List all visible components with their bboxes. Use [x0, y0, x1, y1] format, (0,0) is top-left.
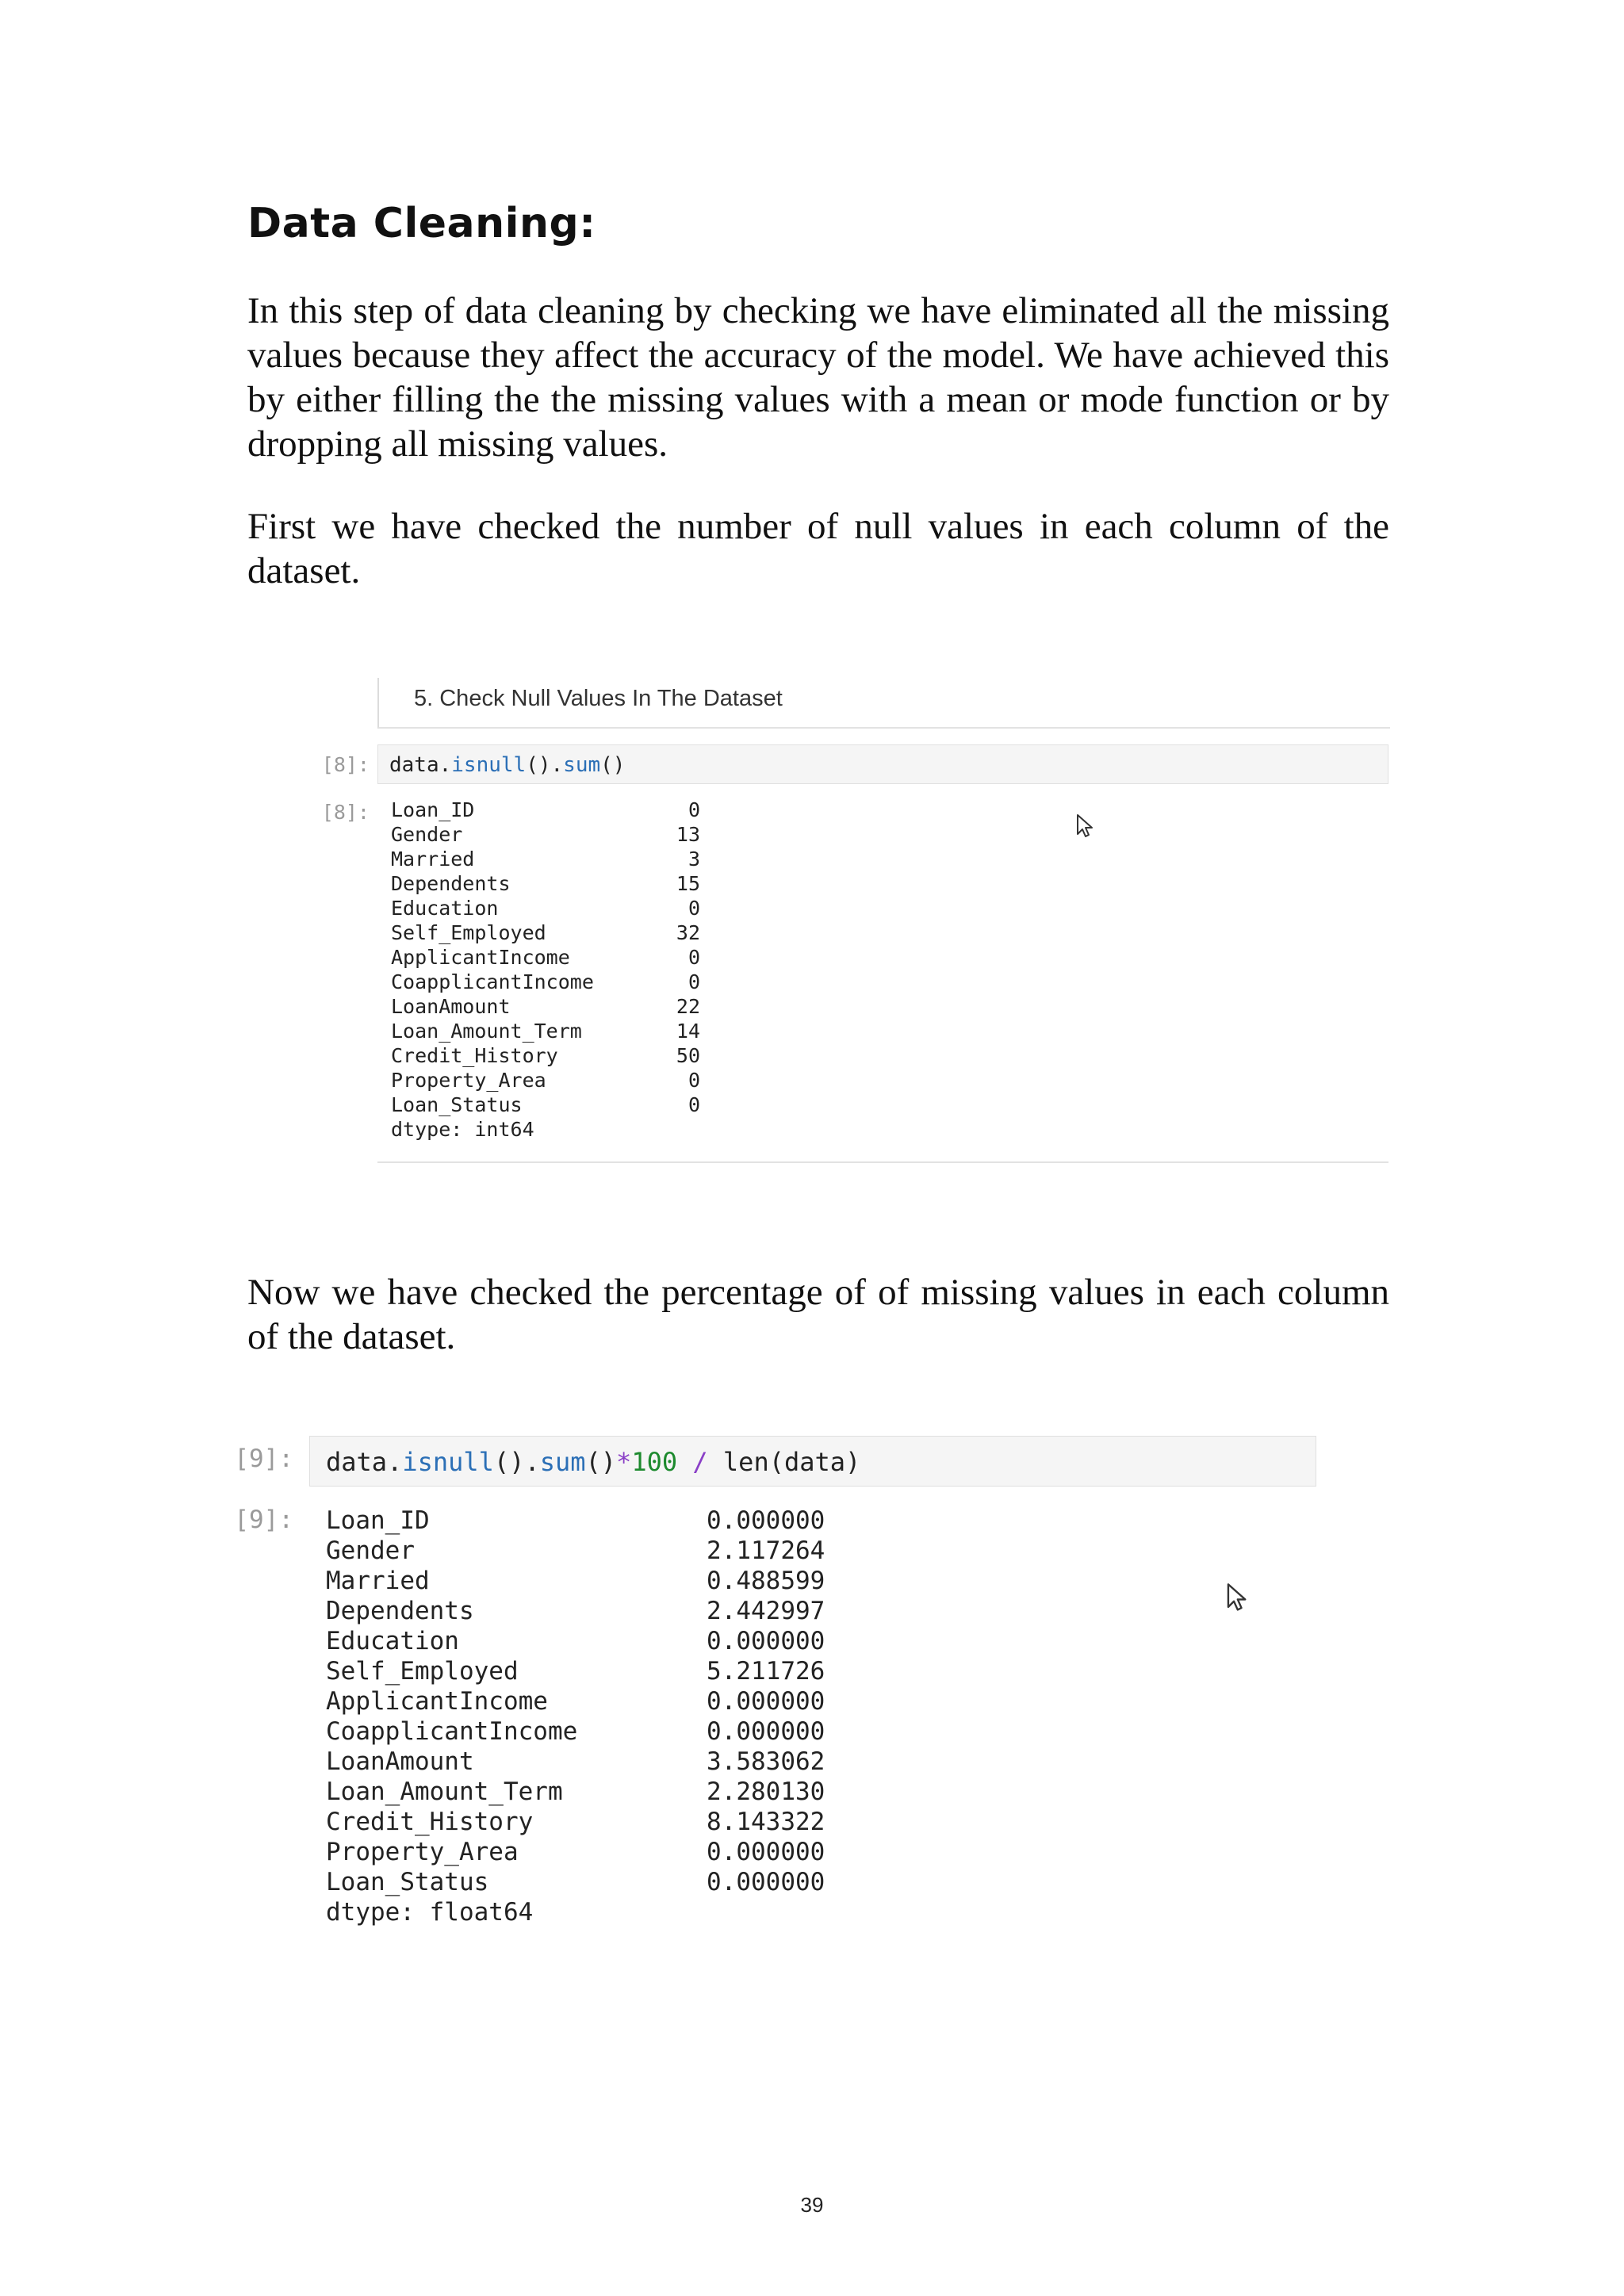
column-name: Loan_Amount_Term: [326, 1777, 563, 1806]
column-name: Dependents: [326, 1597, 474, 1625]
column-name: CoapplicantIncome: [326, 1717, 578, 1746]
column-value: 8.143322: [707, 1808, 825, 1836]
column-value: 0.488599: [707, 1567, 825, 1595]
output-row: [391, 822, 700, 847]
column-value: 3.583062: [707, 1747, 825, 1776]
cell-divider: [377, 1161, 1388, 1163]
output-row: [326, 1506, 857, 1536]
code-cell-8-text: data.isnull().sum(): [389, 753, 626, 777]
section-heading: Data Cleaning:: [247, 200, 596, 247]
column-value: 0.000000: [707, 1868, 825, 1896]
output-row: [391, 871, 700, 896]
intro-paragraph: In this step of data cleaning by checking we have eliminated all the missing values because they affect the accuracy of the model. We have achieved this by either filling the the missing values with a mean or mode function or by dropping all missing values.: [247, 290, 1389, 465]
output-row: [391, 798, 700, 822]
input-prompt-8: [8]:: [321, 753, 370, 776]
column-value: 2.280130: [707, 1777, 825, 1806]
output-row: [326, 1566, 857, 1596]
output-row: [391, 970, 700, 994]
column-value: 0: [688, 897, 700, 920]
dtype-line: dtype: int64: [391, 1118, 534, 1141]
column-value: 14: [676, 1020, 700, 1043]
output-row: [326, 1536, 857, 1566]
output-row: [326, 1656, 857, 1686]
column-name: Loan_Amount_Term: [391, 1020, 582, 1043]
column-name: CoapplicantIncome: [391, 970, 594, 993]
output-row: [391, 1068, 700, 1093]
markdown-cell-text: 5. Check Null Values In The Dataset: [414, 686, 783, 711]
column-value: 0: [688, 798, 700, 821]
column-value: 2.442997: [707, 1597, 825, 1625]
column-value: 0.000000: [707, 1717, 825, 1746]
output-row: [391, 1043, 700, 1068]
code-cell-9[interactable]: [309, 1436, 1316, 1487]
column-value: 0: [688, 970, 700, 993]
column-value: 0.000000: [707, 1687, 825, 1716]
column-name: Self_Employed: [391, 921, 546, 944]
column-name: ApplicantIncome: [326, 1687, 548, 1716]
column-value: 0: [688, 946, 700, 969]
output-row: [326, 1596, 857, 1626]
output-row: [391, 945, 700, 970]
column-name: LoanAmount: [391, 995, 511, 1018]
column-value: 3: [688, 848, 700, 871]
code-cell-9-text: data.isnull().sum()*100 / len(data): [326, 1447, 861, 1477]
output-row: [391, 1019, 700, 1043]
column-name: Loan_ID: [391, 798, 475, 821]
dtype-line: dtype: float64: [326, 1898, 534, 1927]
column-name: Self_Employed: [326, 1657, 519, 1686]
column-value: 32: [676, 921, 700, 944]
column-value: 0: [688, 1069, 700, 1092]
column-value: 0.000000: [707, 1506, 825, 1535]
null-check-paragraph: First we have checked the number of null values in each column of the dataset.: [247, 506, 1389, 591]
column-name: Loan_Status: [326, 1868, 489, 1896]
input-prompt-9: [9]:: [234, 1445, 293, 1473]
output-row: [326, 1686, 857, 1716]
column-name: Gender: [391, 823, 463, 846]
code-cell-8[interactable]: [377, 744, 1388, 784]
output-row: [326, 1777, 857, 1807]
column-value: 0.000000: [707, 1838, 825, 1866]
column-value: 13: [676, 823, 700, 846]
column-name: Property_Area: [326, 1838, 519, 1866]
column-name: Credit_History: [326, 1808, 534, 1836]
column-name: ApplicantIncome: [391, 946, 570, 969]
percentage-paragraph: Now we have checked the percentage of of missing values in each column of the dataset.: [247, 1272, 1389, 1357]
column-name: Property_Area: [391, 1069, 546, 1092]
output-row: [391, 994, 700, 1019]
column-name: Credit_History: [391, 1044, 558, 1067]
markdown-cell: [377, 678, 1390, 729]
column-name: Married: [391, 848, 475, 871]
output-row: [391, 920, 700, 945]
page-number: 39: [800, 2193, 824, 2217]
column-value: 2.117264: [707, 1536, 825, 1565]
output-row: [326, 1867, 857, 1897]
column-name: Loan_ID: [326, 1506, 430, 1535]
column-name: Gender: [326, 1536, 415, 1565]
mouse-cursor-icon: [1226, 1582, 1251, 1613]
output-prompt-9: [9]:: [234, 1506, 293, 1534]
output-row: [326, 1807, 857, 1837]
column-value: 0.000000: [707, 1627, 825, 1655]
output-row: [391, 847, 700, 871]
output-row: [326, 1747, 857, 1777]
column-name: Education: [326, 1627, 459, 1655]
column-value: 22: [676, 995, 700, 1018]
null-count-output: [391, 798, 700, 1142]
null-percentage-output: [326, 1506, 857, 1927]
column-value: 15: [676, 872, 700, 895]
output-row: [391, 1093, 700, 1117]
column-name: Dependents: [391, 872, 511, 895]
column-name: Education: [391, 897, 499, 920]
column-value: 5.211726: [707, 1657, 825, 1686]
column-name: Loan_Status: [391, 1093, 523, 1116]
column-name: LoanAmount: [326, 1747, 474, 1776]
output-row: [326, 1716, 857, 1747]
output-row: [326, 1626, 857, 1656]
output-prompt-8: [8]:: [321, 801, 370, 824]
output-row: [326, 1837, 857, 1867]
output-row: [391, 896, 700, 920]
column-name: Married: [326, 1567, 430, 1595]
column-value: 0: [688, 1093, 700, 1116]
column-value: 50: [676, 1044, 700, 1067]
mouse-cursor-icon: [1076, 813, 1097, 839]
